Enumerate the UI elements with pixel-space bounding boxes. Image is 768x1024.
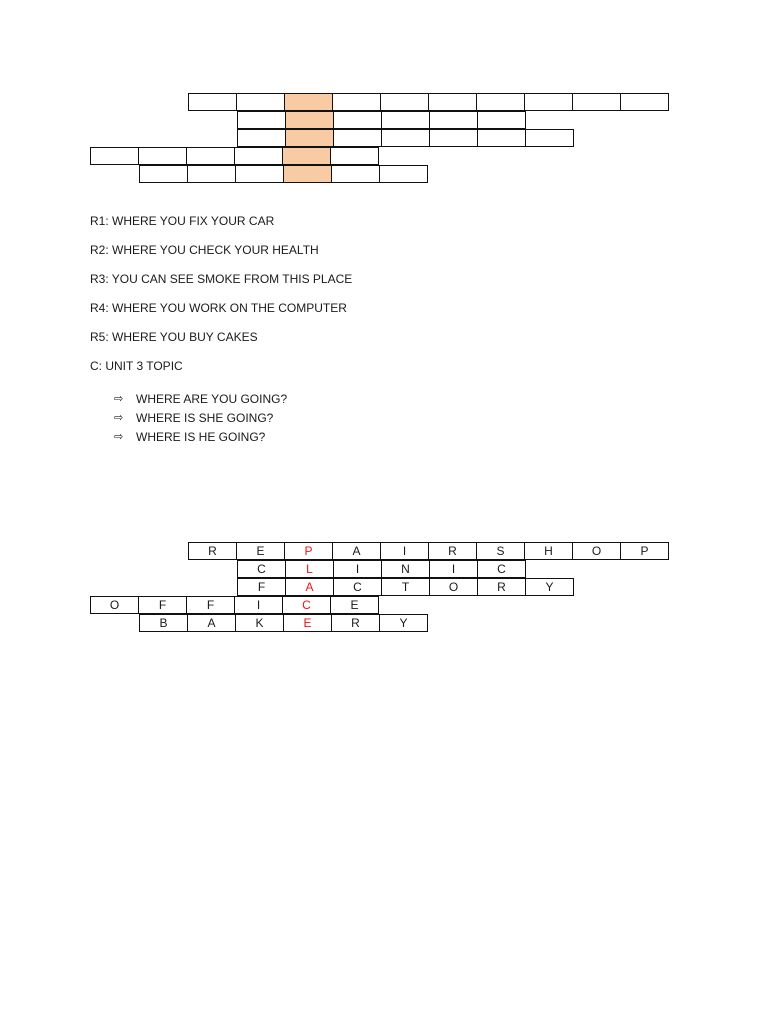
puzzle-cell[interactable] bbox=[331, 165, 380, 183]
answer-cell: F bbox=[186, 596, 235, 614]
answer-row-r3 bbox=[237, 578, 573, 596]
answer-row-r2 bbox=[237, 560, 525, 578]
question-text: WHERE IS HE GOING? bbox=[136, 429, 266, 444]
answer-cell-highlight: P bbox=[284, 542, 333, 560]
puzzle-cell[interactable] bbox=[186, 147, 235, 165]
answer-cell: F bbox=[237, 578, 286, 596]
clue-column: C: UNIT 3 TOPIC bbox=[90, 359, 183, 373]
puzzle-cell[interactable] bbox=[90, 147, 139, 165]
answer-row-r1 bbox=[188, 542, 668, 560]
answer-cell-highlight: C bbox=[282, 596, 331, 614]
answer-cell: I bbox=[234, 596, 283, 614]
question-item bbox=[114, 427, 287, 446]
clue-r4: R4: WHERE YOU WORK ON THE COMPUTER bbox=[90, 301, 347, 315]
answer-cell: K bbox=[235, 614, 284, 632]
puzzle-cell[interactable] bbox=[138, 147, 187, 165]
puzzle-cell-column-c[interactable] bbox=[285, 111, 334, 129]
answer-cell: I bbox=[429, 560, 478, 578]
question-text: WHERE IS SHE GOING? bbox=[136, 410, 274, 425]
answer-row-r5 bbox=[139, 614, 427, 632]
puzzle-cell[interactable] bbox=[237, 111, 286, 129]
answer-cell: I bbox=[380, 542, 429, 560]
puzzle-cell[interactable] bbox=[381, 129, 430, 147]
answer-cell: C bbox=[477, 560, 526, 578]
puzzle-cell-column-c[interactable] bbox=[282, 147, 331, 165]
puzzle-cell[interactable] bbox=[379, 165, 428, 183]
puzzle-cell[interactable] bbox=[188, 93, 237, 111]
answer-cell: R bbox=[428, 542, 477, 560]
answer-cell: Y bbox=[525, 578, 574, 596]
answer-cell: A bbox=[332, 542, 381, 560]
question-list bbox=[114, 389, 287, 446]
answer-cell: E bbox=[236, 542, 285, 560]
puzzle-cell[interactable] bbox=[237, 129, 286, 147]
clue-r3: R3: YOU CAN SEE SMOKE FROM THIS PLACE bbox=[90, 272, 353, 286]
puzzle-cell-column-c[interactable] bbox=[285, 129, 334, 147]
puzzle-row-r5 bbox=[139, 165, 427, 183]
puzzle-cell[interactable] bbox=[476, 93, 525, 111]
puzzle-cell[interactable] bbox=[333, 111, 382, 129]
puzzle-cell[interactable] bbox=[332, 93, 381, 111]
answer-cell: T bbox=[381, 578, 430, 596]
puzzle-cell[interactable] bbox=[139, 165, 188, 183]
question-text: WHERE ARE YOU GOING? bbox=[136, 391, 288, 406]
answer-cell-highlight: E bbox=[283, 614, 332, 632]
puzzle-cell-column-c[interactable] bbox=[284, 93, 333, 111]
puzzle-cell[interactable] bbox=[381, 111, 430, 129]
arrow-right-icon: ⇨ bbox=[114, 430, 124, 443]
answer-cell: R bbox=[477, 578, 526, 596]
answer-cell: C bbox=[237, 560, 286, 578]
puzzle-cell[interactable] bbox=[380, 93, 429, 111]
puzzle-cell[interactable] bbox=[572, 93, 621, 111]
answer-cell: R bbox=[331, 614, 380, 632]
answer-cell: Y bbox=[379, 614, 428, 632]
puzzle-cell[interactable] bbox=[525, 129, 574, 147]
answer-cell: E bbox=[330, 596, 379, 614]
answer-cell: H bbox=[524, 542, 573, 560]
puzzle-cell[interactable] bbox=[235, 165, 284, 183]
arrow-right-icon: ⇨ bbox=[114, 411, 124, 424]
puzzle-cell[interactable] bbox=[429, 111, 478, 129]
clue-r5: R5: WHERE YOU BUY CAKES bbox=[90, 330, 258, 344]
answer-cell: O bbox=[429, 578, 478, 596]
puzzle-cell[interactable] bbox=[477, 129, 526, 147]
puzzle-cell[interactable] bbox=[330, 147, 379, 165]
answer-cell: F bbox=[138, 596, 187, 614]
puzzle-row-r1 bbox=[188, 93, 668, 111]
puzzle-cell[interactable] bbox=[477, 111, 526, 129]
arrow-right-icon: ⇨ bbox=[114, 392, 124, 405]
question-item bbox=[114, 408, 287, 427]
puzzle-row-r2 bbox=[237, 111, 525, 129]
puzzle-cell[interactable] bbox=[187, 165, 236, 183]
puzzle-row-r4 bbox=[90, 147, 378, 165]
puzzle-cell[interactable] bbox=[333, 129, 382, 147]
answer-cell: N bbox=[381, 560, 430, 578]
answer-cell: A bbox=[187, 614, 236, 632]
answer-cell: R bbox=[188, 542, 237, 560]
answer-row-r4 bbox=[90, 596, 378, 614]
puzzle-cell[interactable] bbox=[234, 147, 283, 165]
answer-cell: P bbox=[620, 542, 669, 560]
answer-cell-highlight: A bbox=[285, 578, 334, 596]
puzzle-cell[interactable] bbox=[428, 93, 477, 111]
puzzle-cell[interactable] bbox=[236, 93, 285, 111]
puzzle-cell[interactable] bbox=[429, 129, 478, 147]
puzzle-cell[interactable] bbox=[620, 93, 669, 111]
clue-r2: R2: WHERE YOU CHECK YOUR HEALTH bbox=[90, 243, 319, 257]
answer-cell: C bbox=[333, 578, 382, 596]
clue-list bbox=[90, 214, 352, 388]
puzzle-row-r3 bbox=[237, 129, 573, 147]
answer-cell: B bbox=[139, 614, 188, 632]
answer-cell: O bbox=[90, 596, 139, 614]
puzzle-cell-column-c[interactable] bbox=[283, 165, 332, 183]
question-item bbox=[114, 389, 287, 408]
answer-cell: S bbox=[476, 542, 525, 560]
clue-r1: R1: WHERE YOU FIX YOUR CAR bbox=[90, 214, 275, 228]
answer-cell: I bbox=[333, 560, 382, 578]
puzzle-cell[interactable] bbox=[524, 93, 573, 111]
answer-cell-highlight: L bbox=[285, 560, 334, 578]
answer-cell: O bbox=[572, 542, 621, 560]
